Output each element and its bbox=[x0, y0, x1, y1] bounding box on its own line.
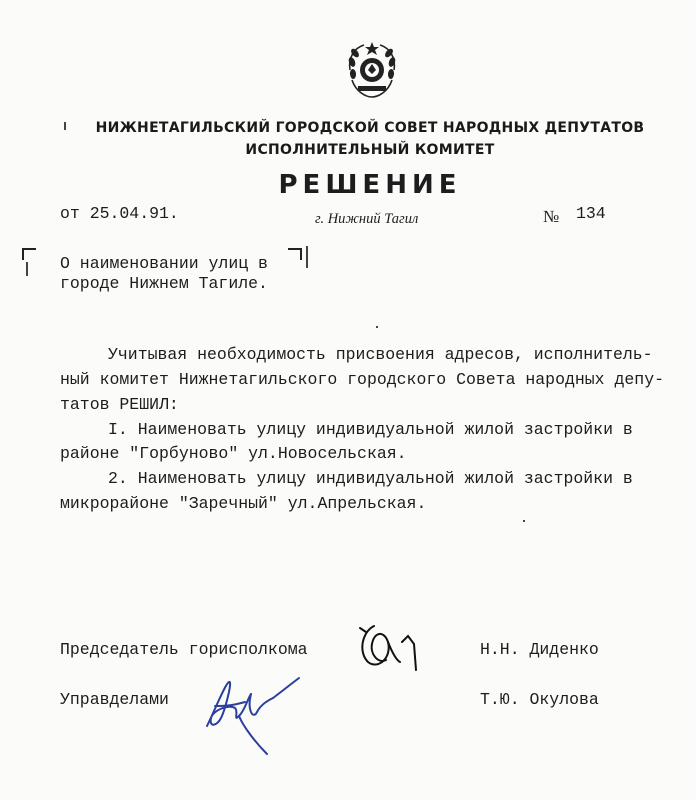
paper-speck bbox=[64, 122, 66, 130]
chair-title: Председатель горисполкома bbox=[60, 640, 308, 659]
body-line: татов РЕШИЛ: bbox=[60, 395, 179, 414]
manager-name: Т.Ю. Окулова bbox=[480, 690, 599, 709]
paper-speck bbox=[523, 520, 525, 522]
body-line: Учитывая необходимость присвоения адресов, исполнитель- bbox=[108, 345, 653, 364]
body-line: районе "Горбуново" ул.Новосельская. bbox=[60, 444, 407, 463]
subject-line-1: О наименовании улиц в bbox=[60, 254, 268, 273]
document-number: 134 bbox=[576, 204, 606, 223]
manager-signature bbox=[195, 670, 315, 760]
number-sign: № bbox=[543, 207, 560, 226]
chair-signature bbox=[352, 618, 442, 680]
document-title: РЕШЕНИЕ bbox=[278, 170, 462, 200]
bracket-mark bbox=[306, 246, 308, 268]
paper-speck bbox=[376, 326, 378, 328]
subject-bracket-right bbox=[288, 248, 302, 260]
header-committee: ИСПОЛНИТЕЛЬНЫЙ КОМИТЕТ bbox=[245, 142, 495, 158]
bracket-mark bbox=[26, 262, 28, 276]
body-line: I. Наименовать улицу индивидуальной жилой застройки в bbox=[108, 420, 633, 439]
header-organization: НИЖНЕТАГИЛЬСКИЙ ГОРОДСКОЙ СОВЕТ НАРОДНЫХ ДЕПУТАТОВ bbox=[95, 120, 645, 136]
subject-line-2: городе Нижнем Тагиле. bbox=[60, 274, 268, 293]
body-line: ный комитет Нижнетагильского городского Совета народных депу- bbox=[60, 370, 664, 389]
document-city: г. Нижний Тагил bbox=[315, 211, 419, 227]
rsfsr-emblem-icon bbox=[344, 40, 400, 100]
body-line: 2. Наименовать улицу индивидуальной жилой застройки в bbox=[108, 469, 633, 488]
manager-title: Управделами bbox=[60, 690, 169, 709]
body-line: микрорайоне "Заречный" ул.Апрельская. bbox=[60, 494, 427, 513]
chair-name: Н.Н. Диденко bbox=[480, 640, 599, 659]
document-date: от 25.04.91. bbox=[60, 204, 179, 223]
subject-bracket-left bbox=[22, 248, 36, 260]
